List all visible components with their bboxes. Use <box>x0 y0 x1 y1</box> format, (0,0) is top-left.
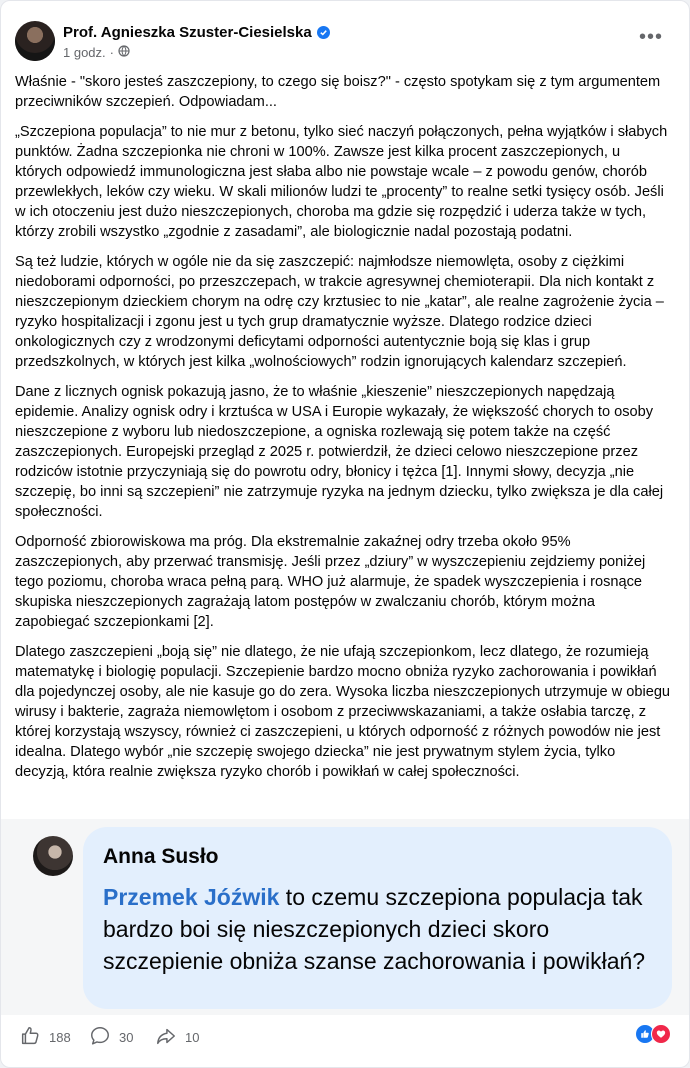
comment-body: to czemu szczepiona populacja tak bardzo boi się nieszczepionych dzieci skoro szczepienie obniża szanse zachorowania i powikłań? <box>103 884 646 974</box>
comment-bubble <box>83 827 672 1009</box>
comment-mention[interactable]: Przemek Jóźwik <box>103 884 280 910</box>
post-time[interactable]: 1 godz. <box>63 45 106 60</box>
post-paragraph: „Szczepiona populacja” to nie mur z betonu, tylko sieć naczyń połączonych, pełna wyjątków i słabych punktów. Żadna szczepionka nie chroni w 100%. Zawsze jest kilka procent zaszczepionych, u których odpowiedź immunologiczna jest słaba albo nie powstaje wcale – z powodu genów, chorób przewlekłych, leków czy wieku. W skali milionów ludzi te „procenty” to realne setki tysięcy osób. Jeśli w ich otoczeniu jest dużo nieszczepionych, choroba ma gdzie się rozpędzić i uderza także w tych, którzy zrobili wszystko „zgodnie z zasadami”, ale biologicznie nadal pozostają podatni. <box>15 124 668 240</box>
post-paragraph: Dlatego zaszczepieni „boją się” nie dlatego, że nie ufają szczepionkom, lecz dlatego, że rozumieją matematykę i biologię populacji. Szczepienie bardzo mocno obniża ryzyko zachorowania i powikłań dla pojedynczej osoby, ale nie kasuje go do zera. Wysoka liczba nieszczepionych utrzymuje w obiegu wirusy i bakterie, zagraża niemowlętom i osobom z przeciwwskazaniami, a także osłabia tarczę, z której korzystają wszyscy, również ci zaszczepieni, u których odporność z różnych powodów nie jest idealna. Dlatego wybór „nie szczepię swojego dziecka” nie jest prywatnym stylem życia, tylko decyzją, która realnie zwiększa ryzyko chorób i powikłań w całej społeczności. <box>15 644 671 780</box>
like-icon <box>19 1025 41 1050</box>
post-paragraph: Dane z licznych ognisk pokazują jasno, że to właśnie „kieszenie” nieszczepionych napędzają epidemie. Analizy ognisk odry i krztuśca w USA i Europie wykazały, że większość chorych to osoby nieszczepione z wyboru lub niedoszczepione, a ogniska rozlewają się potem także na część zaszczepionych. Europejski przegląd z 2025 r. potwierdził, że dzieci celowo nieszczepione przez rodziców istotnie przyczyniają się do powrotu odry, błonicy i tężca [1]. Innymi słowy, decyzja „nie szczepię, bo inni są szczepieni” nie zatrzymuje ryzyka na jednym dziecku, tylko zwiększa je dla całej społeczności. <box>15 384 664 520</box>
post-header <box>15 21 675 65</box>
author-name-row <box>63 24 330 41</box>
love-reaction-icon <box>651 1024 671 1044</box>
share-button[interactable] <box>155 1025 199 1050</box>
comment-count: 30 <box>119 1030 134 1045</box>
post-meta <box>63 45 130 60</box>
globe-icon <box>118 45 130 60</box>
post-actions <box>1 1015 690 1068</box>
post-body <box>15 72 671 792</box>
comment-text <box>103 881 652 977</box>
commenter-avatar[interactable] <box>33 836 73 876</box>
comment-section <box>1 819 690 1015</box>
reactions-summary[interactable] <box>635 1024 671 1044</box>
commenter-name[interactable]: Anna Susło <box>103 845 219 868</box>
share-count: 10 <box>185 1030 200 1045</box>
author-name[interactable]: Prof. Agnieszka Szuster-Ciesielska <box>63 24 312 41</box>
meta-separator: · <box>109 45 114 60</box>
post-paragraph: Są też ludzie, których w ogóle nie da się zaszczepić: najmłodsze niemowlęta, osoby z ciężkimi niedoborami odporności, po przeszczepach, w trakcie agresywnej chemioterapii. Dla nich kontakt z nieszczepionym dzieckiem chorym na odrę czy krztusiec to nie „katar”, ale realne zagrożenie życia – ryzyko hospitalizacji i zgonu jest u tych grup dramatycznie wyższe. Dlatego rodzice dzieci onkologicznych czy z wrodzonymi deficytami odporności autentycznie boją się klas i grup przedszkolnych, w których jest kilka „wolnościowych” rodzin ignorujących kalendarz szczepień. <box>15 254 664 370</box>
like-button[interactable] <box>19 1025 71 1050</box>
author-avatar[interactable] <box>15 21 55 61</box>
comment-icon <box>89 1025 111 1050</box>
post-paragraph: Właśnie - "skoro jesteś zaszczepiony, to czego się boisz?" - często spotykam się z tym argumentem przeciwników szczepień. Odpowiadam... <box>15 74 661 110</box>
like-count: 188 <box>49 1030 71 1045</box>
comment-button[interactable] <box>89 1025 133 1050</box>
share-icon <box>155 1025 177 1050</box>
verified-badge-icon <box>317 26 330 39</box>
post-paragraph: Odporność zbiorowiskowa ma próg. Dla ekstremalnie zakaźnej odry trzeba około 95% zaszczepionych, aby przerwać transmisję. Jeśli przez „dziury” w wyszczepieniu zejdziemy poniżej tego poziomu, choroba wraca pełną parą. WHO już alarmuje, że spadek wyszczepienia i rosnące skupiska nieszczepionych zagrażają latom postępów w zwalczaniu chorób, którym można zapobiegać szczepionkami [2]. <box>15 534 646 630</box>
more-options-icon[interactable]: ••• <box>638 26 663 48</box>
